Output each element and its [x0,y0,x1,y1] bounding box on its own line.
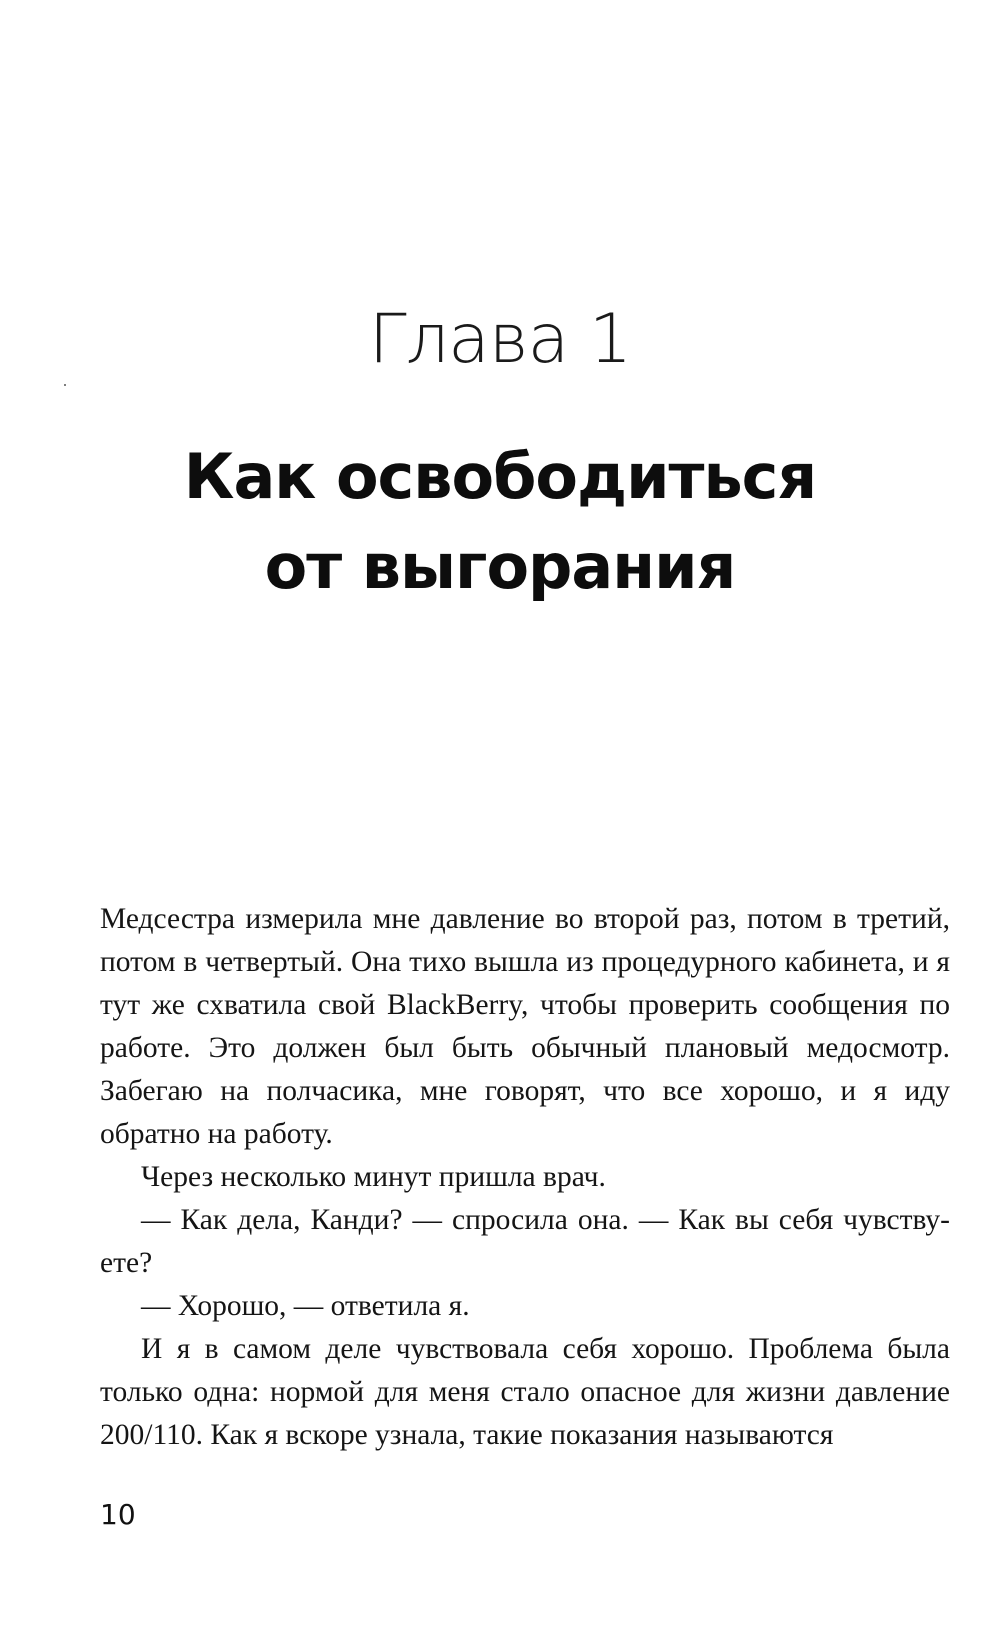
chapter-label: Глава 1 [368,300,632,379]
paragraph: Медсестра измерила мне давление во второй раз, потом в третий, потом в четвертый. Она тихо вышла из процедурного кабинета, и я тут же схватила свой BlackBerry, чтобы проверить сообщения по работе. Это должен был быть обычный плановый медосмотр. Забегаю на полчасика, мне говорят, что все хорошо, и я иду обратно на работу. [100,903,950,1150]
paragraph: Через несколько минут пришла врач. [141,1161,606,1193]
scan-speck [64,384,66,386]
chapter-title-line-2: от выгорания [264,530,736,603]
paragraph: И я в самом деле чувствовала себя хорошо. Проблема была только одна: нормой для меня стало опасное для жизни давление 200/110. Как я вскоре узнала, такие показания называются [100,1333,950,1451]
chapter-title [0,432,1000,612]
paragraph: — Хорошо, — ответила я. [141,1290,470,1322]
body-text [100,898,950,1457]
page-number: 10 [100,1498,136,1531]
paragraph: — Как дела, Канди? — спросила она. — Как вы себя чувствуете? [100,1204,950,1279]
chapter-title-line-1: Как освободиться [183,440,817,513]
